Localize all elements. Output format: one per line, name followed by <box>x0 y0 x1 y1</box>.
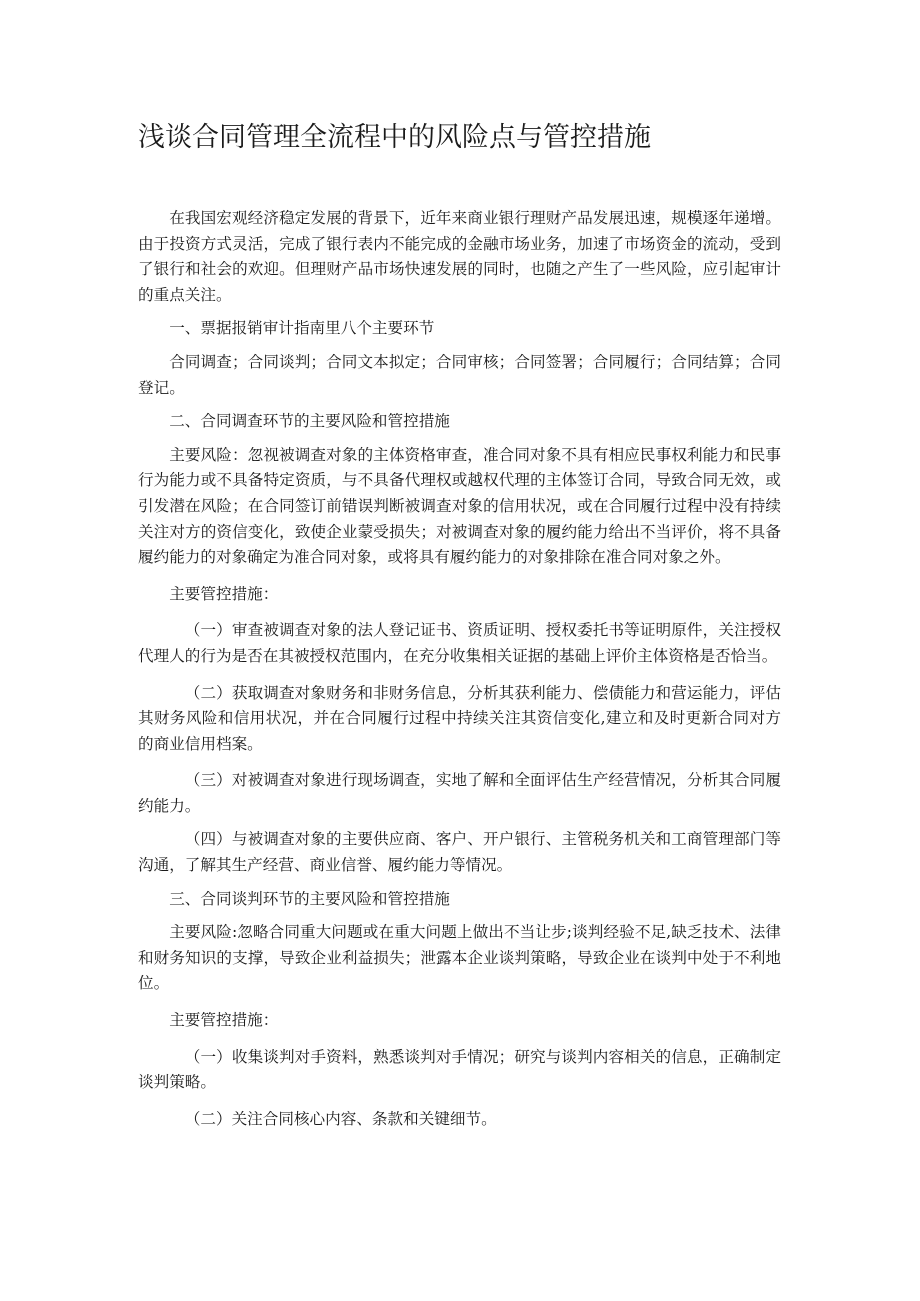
paragraph-negotiation-control-2: （二）关注合同核心内容、条款和关键细节。 <box>184 1109 497 1128</box>
document-title: 浅谈合同管理全流程中的风险点与管控措施 <box>138 122 651 153</box>
paragraph-investigation-risks: 主要风险：忽视被调查对象的主体资格审查，准合同对象不具有相应民事权利能力和民事行为能力或不具备特定资质，与不具备代理权或越权代理的主体签订合同，导致合同无效，或引发潜在风险；在合同签订前错误判断被调查对象的信用状况，或在合同履行过程中没有持续关注对方的资信变化，致使企业蒙受损失；对被调查对象的履约能力给出不当评价，将不具备履约能力的对象确定为准合同对象，或将具有履约能力的对象排除在准合同对象之外。 <box>138 445 781 567</box>
section-heading-2: 二、合同调查环节的主要风险和管控措施 <box>169 412 450 431</box>
paragraph-control-1: （一）审查被调查对象的法人登记证书、资质证明、授权委托书等证明原件，关注授权代理人的行为是否在其被授权范围内，在充分收集相关证据的基础上评价主体资格是否恰当。 <box>138 621 781 665</box>
section-heading-1: 一、票据报销审计指南里八个主要环节 <box>169 319 435 338</box>
section-heading-3: 三、合同谈判环节的主要风险和管控措施 <box>169 889 450 908</box>
paragraph-controls-label-2: 主要管控措施： <box>169 1011 279 1030</box>
paragraph-contract-stages: 合同调查；合同谈判；合同文本拟定；合同审核；合同签署；合同履行；合同结算；合同登记。 <box>138 352 781 397</box>
paragraph-controls-label: 主要管控措施： <box>169 584 279 603</box>
paragraph-negotiation-control-1: （一）收集谈判对手资料，熟悉谈判对手情况；研究与谈判内容相关的信息，正确制定谈判策略。 <box>138 1047 781 1092</box>
paragraph-negotiation-risks: 主要风险:忽略合同重大问题或在重大问题上做出不当让步;谈判经验不足,缺乏技术、法律和财务知识的支撑，导致企业利益损失；泄露本企业谈判策略，导致企业在谈判中处于不利地位。 <box>138 923 781 993</box>
paragraph-control-4: （四）与被调查对象的主要供应商、客户、开户银行、主管税务机关和工商管理部门等沟通，了解其生产经营、商业信誉、履约能力等情况。 <box>138 830 781 875</box>
paragraph-control-2: （二）获取调查对象财务和非财务信息，分析其获利能力、偿债能力和营运能力，评估其财务风险和信用状况，并在合同履行过程中持续关注其资信变化,建立和及时更新合同对方的商业信用档案。 <box>138 683 781 753</box>
intro-paragraph: 在我国宏观经济稳定发展的背景下，近年来商业银行理财产品发展迅速，规模逐年递增。由于投资方式灵活，完成了银行表内不能完成的金融市场业务，加速了市场资金的流动，受到了银行和社会的欢迎。但理财产品市场快速发展的同时，也随之产生了一些风险，应引起审计的重点关注。 <box>138 209 781 304</box>
paragraph-control-3: （三）对被调查对象进行现场调查，实地了解和全面评估生产经营情况，分析其合同履约能力。 <box>138 771 781 815</box>
document-body <box>138 206 781 1132</box>
